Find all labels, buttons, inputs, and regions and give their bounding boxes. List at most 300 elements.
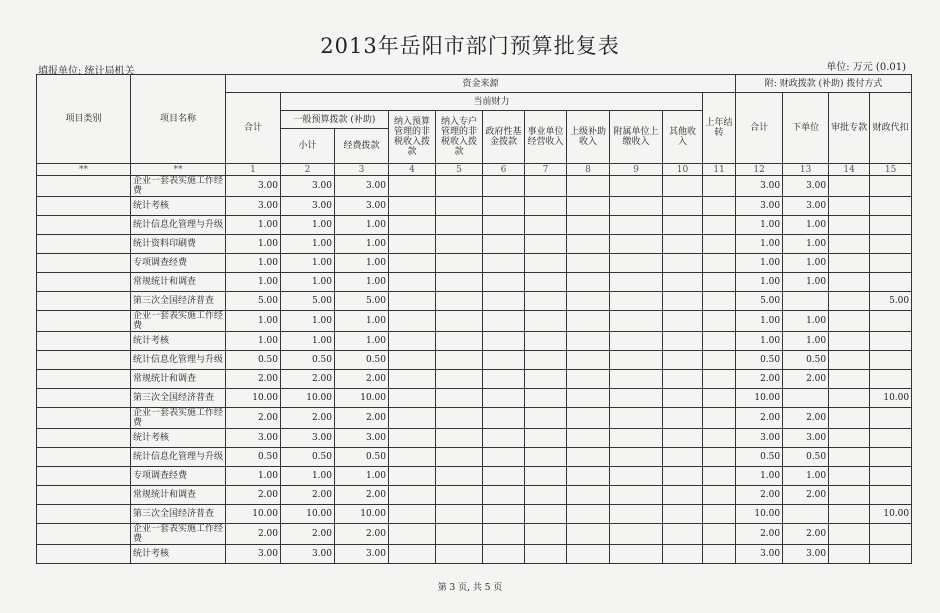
value-cell-c15 — [870, 448, 912, 467]
empty-cell — [567, 429, 610, 448]
value-cell-c2: 3.00 — [281, 197, 335, 216]
project-name-cell: 专项调查经费 — [131, 467, 226, 486]
value-cell-c3: 10.00 — [335, 389, 389, 408]
empty-cell — [567, 389, 610, 408]
column-number: 3 — [335, 164, 389, 176]
empty-cell — [663, 197, 703, 216]
column-number: 8 — [567, 164, 610, 176]
empty-cell — [663, 254, 703, 273]
column-number: 5 — [436, 164, 483, 176]
project-name-cell: 常规统计和调查 — [131, 273, 226, 292]
header-affiliate: 附属单位上缴收入 — [610, 111, 663, 164]
value-cell-c13: 1.00 — [783, 235, 829, 254]
value-cell-c1: 3.00 — [226, 176, 281, 197]
value-cell-c13: 2.00 — [783, 370, 829, 389]
empty-cell — [829, 370, 870, 389]
header-approval: 审批专款 — [829, 93, 870, 164]
empty-cell — [483, 292, 525, 311]
table-row — [37, 292, 912, 311]
value-cell-c15 — [870, 429, 912, 448]
project-name-cell: 统计考核 — [131, 545, 226, 564]
category-cell — [37, 332, 131, 351]
empty-cell — [483, 467, 525, 486]
empty-cell — [436, 311, 483, 332]
empty-cell — [567, 292, 610, 311]
value-cell-c2: 10.00 — [281, 389, 335, 408]
header-name: 项目名称 — [131, 75, 226, 164]
value-cell-c3: 2.00 — [335, 524, 389, 545]
empty-cell — [829, 311, 870, 332]
value-cell-c13 — [783, 505, 829, 524]
category-cell — [37, 486, 131, 505]
empty-cell — [525, 389, 567, 408]
value-cell-c13: 3.00 — [783, 176, 829, 197]
project-name-cell: 专项调查经费 — [131, 254, 226, 273]
empty-cell — [389, 545, 436, 564]
empty-cell — [567, 448, 610, 467]
empty-cell — [610, 408, 663, 429]
empty-cell — [567, 524, 610, 545]
project-name-cell: 统计考核 — [131, 197, 226, 216]
empty-cell — [829, 408, 870, 429]
column-number: 15 — [870, 164, 912, 176]
empty-cell — [389, 254, 436, 273]
value-cell-c13: 3.00 — [783, 197, 829, 216]
value-cell-c12: 10.00 — [736, 389, 783, 408]
value-cell-c1: 1.00 — [226, 216, 281, 235]
table-row — [37, 332, 912, 351]
empty-cell — [703, 545, 736, 564]
header-subtotal: 小计 — [281, 129, 335, 164]
category-cell — [37, 292, 131, 311]
empty-cell — [567, 486, 610, 505]
empty-cell — [436, 505, 483, 524]
empty-cell — [610, 216, 663, 235]
column-number: 2 — [281, 164, 335, 176]
value-cell-c2: 2.00 — [281, 524, 335, 545]
empty-cell — [610, 176, 663, 197]
value-cell-c3: 0.50 — [335, 448, 389, 467]
header-category: 项目类别 — [37, 75, 131, 164]
empty-cell — [525, 332, 567, 351]
value-cell-c12: 1.00 — [736, 273, 783, 292]
empty-cell — [610, 311, 663, 332]
value-cell-c13: 1.00 — [783, 216, 829, 235]
header-general: 一般预算拨款 (补助) — [281, 111, 389, 129]
empty-cell — [610, 389, 663, 408]
empty-cell — [610, 429, 663, 448]
value-cell-c3: 0.50 — [335, 351, 389, 370]
value-cell-c15 — [870, 408, 912, 429]
project-name-cell: 常规统计和调查 — [131, 486, 226, 505]
header-special-nontax: 纳入专户管理的非税收入拨款 — [436, 111, 483, 164]
value-cell-c13: 1.00 — [783, 467, 829, 486]
empty-cell — [483, 545, 525, 564]
value-cell-c13 — [783, 292, 829, 311]
empty-cell — [436, 408, 483, 429]
category-cell — [37, 545, 131, 564]
empty-cell — [663, 311, 703, 332]
value-cell-c3: 5.00 — [335, 292, 389, 311]
value-cell-c12: 1.00 — [736, 216, 783, 235]
empty-cell — [525, 197, 567, 216]
empty-cell — [567, 254, 610, 273]
value-cell-c2: 1.00 — [281, 332, 335, 351]
header-appendix: 附: 财政拨款 (补助) 拨付方式 — [736, 75, 912, 93]
empty-cell — [567, 408, 610, 429]
value-cell-c12: 3.00 — [736, 545, 783, 564]
table-row — [37, 254, 912, 273]
value-cell-c3: 1.00 — [335, 311, 389, 332]
empty-cell — [610, 235, 663, 254]
value-cell-c3: 1.00 — [335, 273, 389, 292]
header-expense: 经费拨款 — [335, 129, 389, 164]
empty-cell — [829, 292, 870, 311]
empty-cell — [389, 448, 436, 467]
empty-cell — [610, 254, 663, 273]
category-cell — [37, 176, 131, 197]
value-cell-c2: 0.50 — [281, 448, 335, 467]
value-cell-c15 — [870, 197, 912, 216]
empty-cell — [436, 545, 483, 564]
empty-cell — [663, 545, 703, 564]
empty-cell — [663, 429, 703, 448]
value-cell-c13: 2.00 — [783, 486, 829, 505]
table-row — [37, 524, 912, 545]
value-cell-c15 — [870, 370, 912, 389]
empty-cell — [663, 448, 703, 467]
value-cell-c12: 2.00 — [736, 370, 783, 389]
empty-cell — [525, 292, 567, 311]
project-name-cell: 统计信息化管理与升级 — [131, 216, 226, 235]
empty-cell — [389, 429, 436, 448]
value-cell-c2: 1.00 — [281, 216, 335, 235]
value-cell-c3: 1.00 — [335, 216, 389, 235]
empty-cell — [663, 370, 703, 389]
column-number: 13 — [783, 164, 829, 176]
value-cell-c1: 2.00 — [226, 524, 281, 545]
empty-cell — [483, 311, 525, 332]
empty-cell — [829, 545, 870, 564]
empty-cell — [663, 216, 703, 235]
empty-cell — [436, 524, 483, 545]
value-cell-c1: 0.50 — [226, 351, 281, 370]
empty-cell — [525, 176, 567, 197]
table-row — [37, 545, 912, 564]
category-cell — [37, 429, 131, 448]
empty-cell — [703, 524, 736, 545]
table-row — [37, 429, 912, 448]
empty-cell — [525, 467, 567, 486]
empty-cell — [567, 370, 610, 389]
empty-cell — [525, 545, 567, 564]
value-cell-c12: 1.00 — [736, 235, 783, 254]
value-cell-c13: 3.00 — [783, 545, 829, 564]
empty-cell — [389, 216, 436, 235]
value-cell-c1: 1.00 — [226, 254, 281, 273]
project-name-cell: 企业一套表实施工作经费 — [131, 408, 226, 429]
empty-cell — [829, 389, 870, 408]
empty-cell — [436, 176, 483, 197]
value-cell-c3: 1.00 — [335, 332, 389, 351]
empty-cell — [567, 311, 610, 332]
empty-cell — [829, 351, 870, 370]
value-cell-c2: 2.00 — [281, 370, 335, 389]
empty-cell — [483, 429, 525, 448]
category-cell — [37, 254, 131, 273]
category-cell — [37, 197, 131, 216]
project-name-cell: 统计考核 — [131, 429, 226, 448]
empty-cell — [389, 332, 436, 351]
value-cell-c15 — [870, 467, 912, 486]
page-title: 2013年岳阳市部门预算批复表 — [320, 34, 620, 58]
empty-cell — [483, 176, 525, 197]
empty-cell — [483, 370, 525, 389]
empty-cell — [703, 467, 736, 486]
empty-cell — [389, 370, 436, 389]
table-row — [37, 311, 912, 332]
project-name-cell: 企业一套表实施工作经费 — [131, 176, 226, 197]
empty-cell — [829, 176, 870, 197]
header-business: 事业单位经营收入 — [525, 111, 567, 164]
category-cell — [37, 370, 131, 389]
value-cell-c1: 0.50 — [226, 448, 281, 467]
table-row — [37, 176, 912, 197]
empty-cell — [389, 292, 436, 311]
empty-cell — [829, 197, 870, 216]
value-cell-c3: 10.00 — [335, 505, 389, 524]
value-cell-c1: 1.00 — [226, 235, 281, 254]
value-cell-c1: 10.00 — [226, 505, 281, 524]
value-cell-c3: 3.00 — [335, 545, 389, 564]
column-number: 11 — [703, 164, 736, 176]
empty-cell — [525, 216, 567, 235]
empty-cell — [829, 429, 870, 448]
empty-cell — [663, 486, 703, 505]
category-cell — [37, 524, 131, 545]
value-cell-c13: 1.00 — [783, 254, 829, 273]
empty-cell — [389, 389, 436, 408]
empty-cell — [610, 524, 663, 545]
project-name-cell: 统计信息化管理与升级 — [131, 448, 226, 467]
category-cell — [37, 273, 131, 292]
empty-cell — [389, 311, 436, 332]
value-cell-c2: 10.00 — [281, 505, 335, 524]
empty-cell — [829, 448, 870, 467]
empty-cell — [829, 332, 870, 351]
column-number: 10 — [663, 164, 703, 176]
value-cell-c1: 1.00 — [226, 311, 281, 332]
empty-cell — [610, 292, 663, 311]
empty-cell — [703, 370, 736, 389]
header-current: 当前财力 — [281, 93, 703, 111]
project-name-cell: 企业一套表实施工作经费 — [131, 524, 226, 545]
empty-cell — [703, 389, 736, 408]
empty-cell — [829, 524, 870, 545]
empty-cell — [829, 216, 870, 235]
header-budget-nontax: 纳入预算管理的非税收入拨款 — [389, 111, 436, 164]
empty-cell — [436, 332, 483, 351]
value-cell-c12: 2.00 — [736, 486, 783, 505]
value-cell-c2: 1.00 — [281, 467, 335, 486]
page-footer: 第 3 页, 共 5 页 — [437, 583, 503, 593]
value-cell-c1: 2.00 — [226, 486, 281, 505]
value-cell-c15: 10.00 — [870, 505, 912, 524]
empty-cell — [663, 332, 703, 351]
value-cell-c12: 5.00 — [736, 292, 783, 311]
empty-cell — [436, 448, 483, 467]
value-cell-c3: 2.00 — [335, 486, 389, 505]
table-row — [37, 370, 912, 389]
empty-cell — [703, 292, 736, 311]
column-number: ** — [37, 164, 131, 176]
empty-cell — [567, 216, 610, 235]
empty-cell — [483, 216, 525, 235]
empty-cell — [703, 216, 736, 235]
empty-cell — [483, 273, 525, 292]
category-cell — [37, 389, 131, 408]
category-cell — [37, 505, 131, 524]
value-cell-c2: 1.00 — [281, 273, 335, 292]
value-cell-c15: 5.00 — [870, 292, 912, 311]
empty-cell — [663, 292, 703, 311]
empty-cell — [525, 273, 567, 292]
value-cell-c13: 3.00 — [783, 429, 829, 448]
header-upper: 上级补助收入 — [567, 111, 610, 164]
value-cell-c15 — [870, 216, 912, 235]
value-cell-c1: 2.00 — [226, 408, 281, 429]
project-name-cell: 第三次全国经济普查 — [131, 292, 226, 311]
value-cell-c3: 1.00 — [335, 254, 389, 273]
empty-cell — [483, 197, 525, 216]
value-cell-c15 — [870, 176, 912, 197]
value-cell-c13: 1.00 — [783, 332, 829, 351]
empty-cell — [610, 332, 663, 351]
empty-cell — [663, 351, 703, 370]
empty-cell — [483, 524, 525, 545]
category-cell — [37, 311, 131, 332]
value-cell-c13: 1.00 — [783, 311, 829, 332]
empty-cell — [567, 467, 610, 486]
empty-cell — [829, 254, 870, 273]
empty-cell — [663, 524, 703, 545]
empty-cell — [525, 524, 567, 545]
value-cell-c1: 10.00 — [226, 389, 281, 408]
empty-cell — [436, 467, 483, 486]
category-cell — [37, 448, 131, 467]
value-cell-c12: 3.00 — [736, 429, 783, 448]
empty-cell — [703, 332, 736, 351]
empty-cell — [389, 197, 436, 216]
value-cell-c2: 3.00 — [281, 545, 335, 564]
empty-cell — [610, 467, 663, 486]
empty-cell — [483, 505, 525, 524]
empty-cell — [436, 370, 483, 389]
project-name-cell: 统计信息化管理与升级 — [131, 351, 226, 370]
empty-cell — [525, 505, 567, 524]
empty-cell — [483, 235, 525, 254]
column-number: 12 — [736, 164, 783, 176]
empty-cell — [525, 448, 567, 467]
table-row — [37, 197, 912, 216]
value-cell-c15 — [870, 311, 912, 332]
empty-cell — [483, 408, 525, 429]
empty-cell — [389, 176, 436, 197]
empty-cell — [567, 235, 610, 254]
empty-cell — [436, 429, 483, 448]
empty-cell — [663, 505, 703, 524]
value-cell-c15 — [870, 524, 912, 545]
table-row — [37, 486, 912, 505]
header-app-total: 合计 — [736, 93, 783, 164]
value-cell-c3: 1.00 — [335, 235, 389, 254]
column-number: 7 — [525, 164, 567, 176]
column-number: 6 — [483, 164, 525, 176]
value-cell-c12: 2.00 — [736, 408, 783, 429]
empty-cell — [436, 351, 483, 370]
empty-cell — [436, 216, 483, 235]
header-govfund: 政府性基金拨款 — [483, 111, 525, 164]
empty-cell — [436, 389, 483, 408]
value-cell-c2: 3.00 — [281, 176, 335, 197]
empty-cell — [610, 273, 663, 292]
empty-cell — [703, 408, 736, 429]
empty-cell — [703, 429, 736, 448]
value-cell-c12: 1.00 — [736, 332, 783, 351]
table-row — [37, 273, 912, 292]
table-row — [37, 389, 912, 408]
empty-cell — [525, 311, 567, 332]
category-cell — [37, 408, 131, 429]
empty-cell — [703, 448, 736, 467]
value-cell-c15 — [870, 235, 912, 254]
empty-cell — [567, 176, 610, 197]
empty-cell — [567, 545, 610, 564]
empty-cell — [610, 351, 663, 370]
project-name-cell: 第三次全国经济普查 — [131, 389, 226, 408]
empty-cell — [525, 235, 567, 254]
empty-cell — [436, 254, 483, 273]
empty-cell — [483, 332, 525, 351]
value-cell-c3: 3.00 — [335, 176, 389, 197]
table-row — [37, 505, 912, 524]
project-name-cell: 统计资料印刷费 — [131, 235, 226, 254]
empty-cell — [829, 486, 870, 505]
empty-cell — [436, 486, 483, 505]
empty-cell — [567, 197, 610, 216]
header-funding: 资金来源 — [226, 75, 736, 93]
value-cell-c13: 1.00 — [783, 273, 829, 292]
category-cell — [37, 351, 131, 370]
empty-cell — [663, 389, 703, 408]
value-cell-c2: 2.00 — [281, 486, 335, 505]
empty-cell — [483, 448, 525, 467]
value-cell-c1: 1.00 — [226, 332, 281, 351]
project-name-cell: 统计考核 — [131, 332, 226, 351]
table-row — [37, 235, 912, 254]
project-name-cell: 企业一套表实施工作经费 — [131, 311, 226, 332]
empty-cell — [525, 486, 567, 505]
table-row — [37, 448, 912, 467]
unit-label: 单位: 万元 (0.01) — [826, 62, 906, 73]
empty-cell — [703, 505, 736, 524]
value-cell-c15 — [870, 254, 912, 273]
empty-cell — [610, 370, 663, 389]
value-cell-c13: 0.50 — [783, 351, 829, 370]
value-cell-c15 — [870, 486, 912, 505]
empty-cell — [389, 235, 436, 254]
header-other: 其他收入 — [663, 111, 703, 164]
